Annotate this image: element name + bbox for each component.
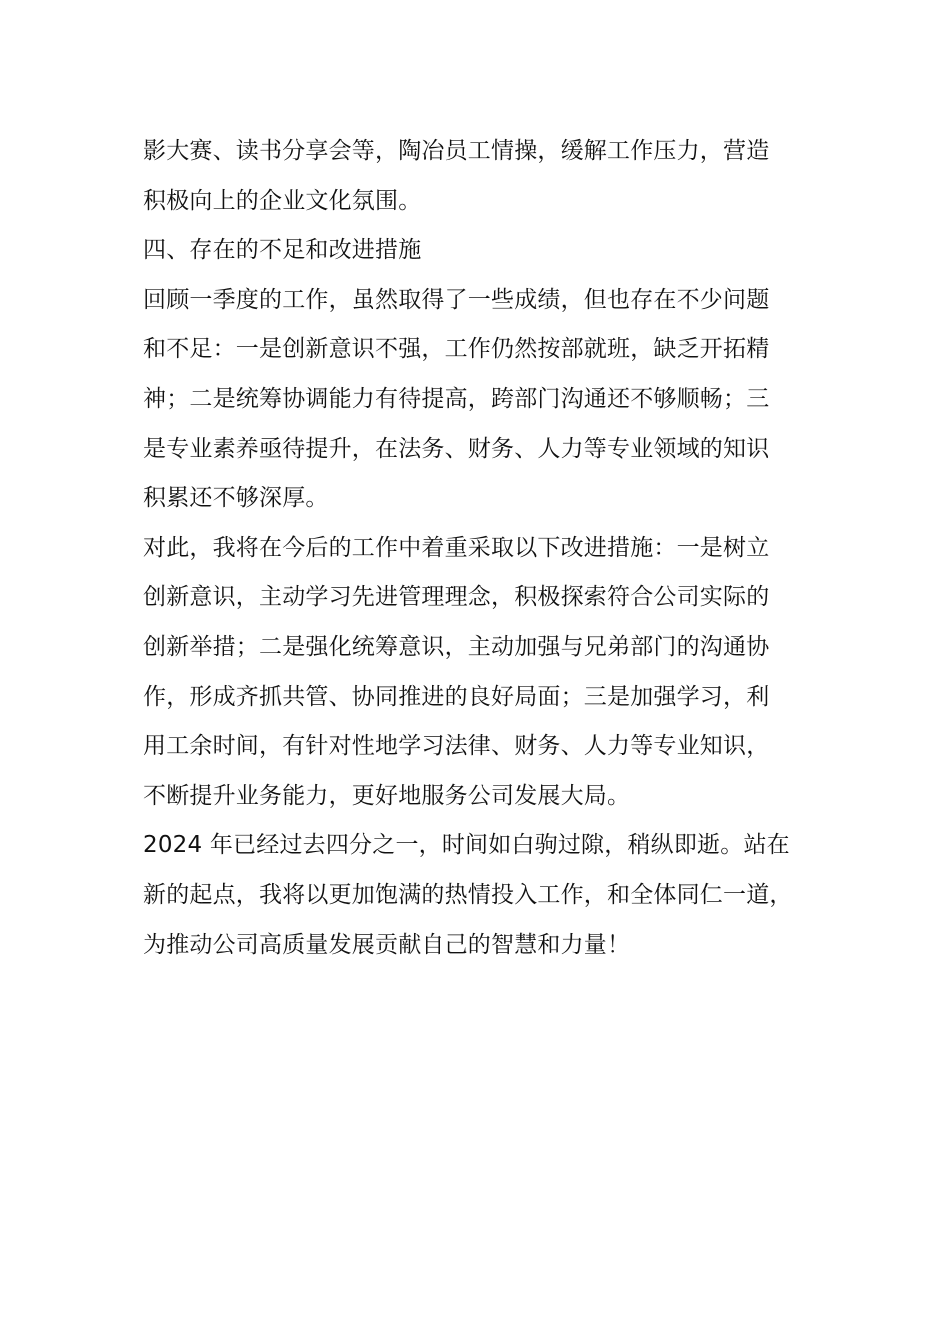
paragraph-line: 创新举措；二是强化统筹意识，主动加强与兄弟部门的沟通协 — [143, 633, 770, 660]
section-heading: 四、存在的不足和改进措施 — [143, 237, 422, 264]
paragraph-line: 神；二是统筹协调能力有待提高，跨部门沟通还不够顺畅；三 — [143, 385, 770, 412]
paragraph-line: 是专业素养亟待提升，在法务、财务、人力等专业领域的知识 — [143, 435, 770, 462]
paragraph-line: 不断提升业务能力，更好地服务公司发展大局。 — [143, 782, 631, 809]
paragraph-line: 新的起点，我将以更加饱满的热情投入工作，和全体同仁一道， — [143, 881, 793, 908]
paragraph-line: 对此，我将在今后的工作中着重采取以下改进措施：一是树立 — [143, 534, 770, 561]
paragraph-line: 创新意识，主动学习先进管理理念，积极探索符合公司实际的 — [143, 584, 770, 611]
paragraph-line: 回顾一季度的工作，虽然取得了一些成绩，但也存在不少问题 — [143, 286, 770, 313]
paragraph-line: 积极向上的企业文化氛围。 — [143, 187, 422, 214]
paragraph-line: 为推动公司高质量发展贡献自己的智慧和力量！ — [143, 931, 631, 958]
paragraph-line: 和不足：一是创新意识不强，工作仍然按部就班，缺乏开拓精 — [143, 336, 770, 363]
paragraph-line: 用工余时间，有针对性地学习法律、财务、人力等专业知识， — [143, 733, 770, 760]
paragraph-line: 影大赛、读书分享会等，陶冶员工情操，缓解工作压力，营造 — [143, 138, 770, 164]
paragraph-line: 积累还不够深厚。 — [143, 485, 329, 512]
paragraph-line: 作，形成齐抓共管、协同推进的良好局面；三是加强学习，利 — [143, 683, 770, 710]
document-body — [143, 127, 833, 970]
paragraph-line: 2024 年已经过去四分之一，时间如白驹过隙，稍纵即逝。站在 — [143, 832, 790, 859]
